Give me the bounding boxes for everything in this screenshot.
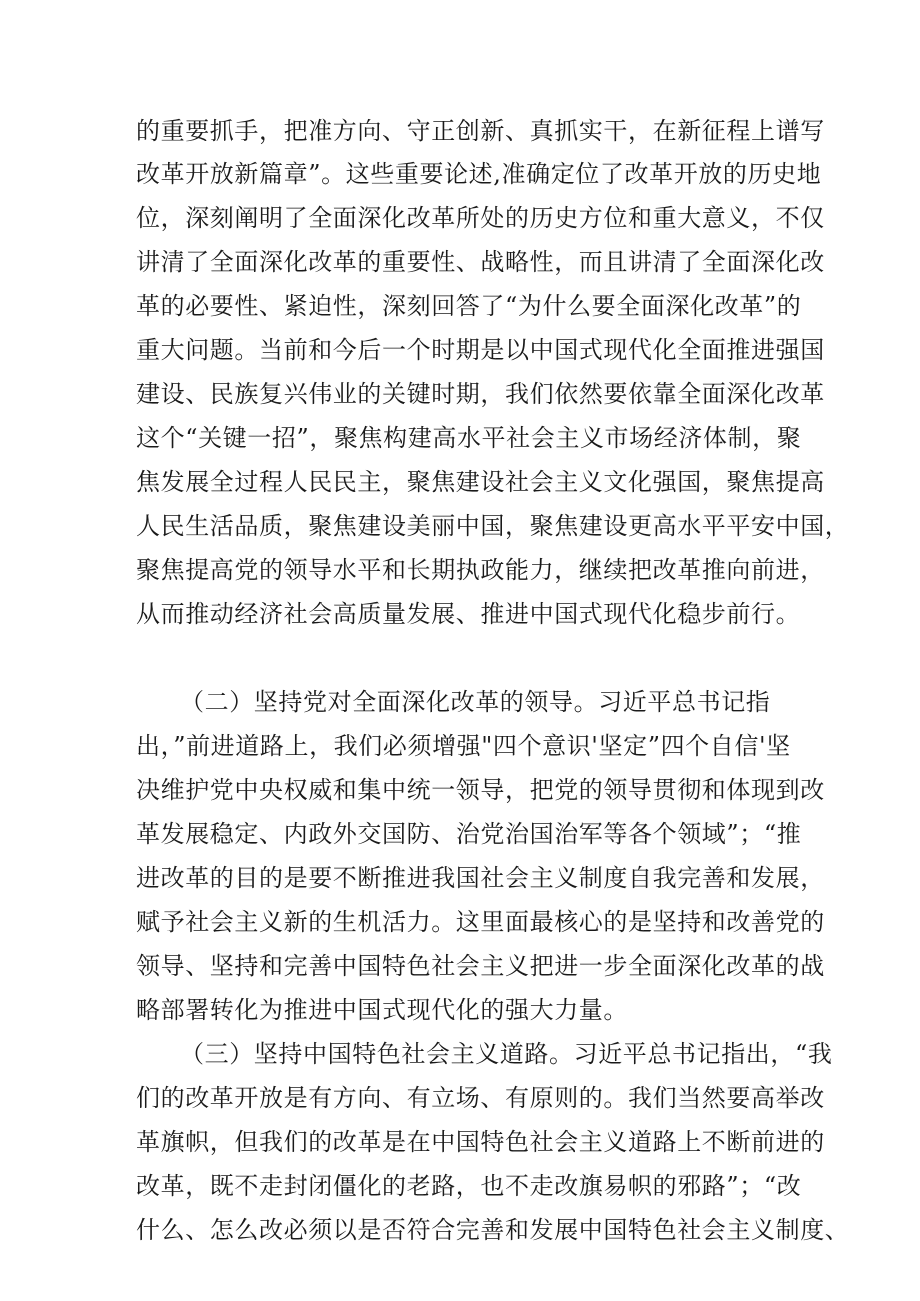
paragraph-line: 人民生活品质，聚焦建设美丽中国，聚焦建设更高水平平安中国， <box>136 512 850 540</box>
paragraph-line: 讲清了全面深化改革的重要性、战略性，而且讲清了全面深化改 <box>136 248 825 276</box>
paragraph-line: 略部署转化为推进中国式现代化的强大力量。 <box>136 996 628 1024</box>
paragraph-line: 位，深刻阐明了全面深化改革所处的历史方位和重大意义，不仅 <box>136 204 825 232</box>
section-heading-line: （二）坚持党对全面深化改革的领导。习近平总书记指 <box>180 688 771 716</box>
paragraph-line: 什么、怎么改必须以是否符合完善和发展中国特色社会主义制度、 <box>136 1216 850 1244</box>
paragraph-line: 决维护党中央权威和集中统一领导，把党的领导贯彻和体现到改 <box>136 776 825 804</box>
paragraph-line: 这个“关键一招”，聚焦构建高水平社会主义市场经济体制，聚 <box>136 424 802 452</box>
paragraph-line: 焦发展全过程人民民主，聚焦建设社会主义文化强国，聚焦提高 <box>136 468 825 496</box>
paragraph-line: 领导、坚持和完善中国特色社会主义把进一步全面深化改革的战 <box>136 952 825 980</box>
paragraph-line: 们的改革开放是有方向、有立场、有原则的。我们当然要高举改 <box>136 1084 825 1112</box>
paragraph-line: 的重要抓手，把准方向、守正创新、真抓实干，在新征程上谱写 <box>136 117 825 145</box>
paragraph-line: 从而推动经济社会高质量发展、推进中国式现代化稳步前行。 <box>136 600 801 628</box>
paragraph-line: 革发展稳定、内政外交国防、治党治国治军等各个领域”；“推 <box>136 820 802 848</box>
paragraph-line: 改革，既不走封闭僵化的老路，也不走改旗易帜的邪路”；“改 <box>136 1172 802 1200</box>
paragraph-line: 出，”前进道路上，我们必须增强"四个意识'坚定”四个自信'坚 <box>136 732 791 760</box>
paragraph-line: 革的必要性、紧迫性，深刻回答了“为什么要全面深化改革”的 <box>136 292 802 320</box>
paragraph-line: 赋予社会主义新的生机活力。这里面最核心的是坚持和改善党的 <box>136 908 825 936</box>
paragraph-line: 改革开放新篇章”。这些重要论述,准确定位了改革开放的历史地 <box>136 160 822 188</box>
paragraph-line: 重大问题。当前和今后一个时期是以中国式现代化全面推进强国 <box>136 336 825 364</box>
paragraph-line: 革旗帜，但我们的改革是在中国特色社会主义道路上不断前进的 <box>136 1128 825 1156</box>
section-heading-line: （三）坚持中国特色社会主义道路。习近平总书记指出，“我 <box>180 1040 833 1068</box>
paragraph-line: 进改革的目的是要不断推进我国社会主义制度自我完善和发展， <box>136 864 825 892</box>
paragraph-line: 建设、民族复兴伟业的关键时期，我们依然要依靠全面深化改革 <box>136 380 825 408</box>
paragraph-line: 聚焦提高党的领导水平和长期执政能力，继续把改革推向前进， <box>136 556 825 584</box>
